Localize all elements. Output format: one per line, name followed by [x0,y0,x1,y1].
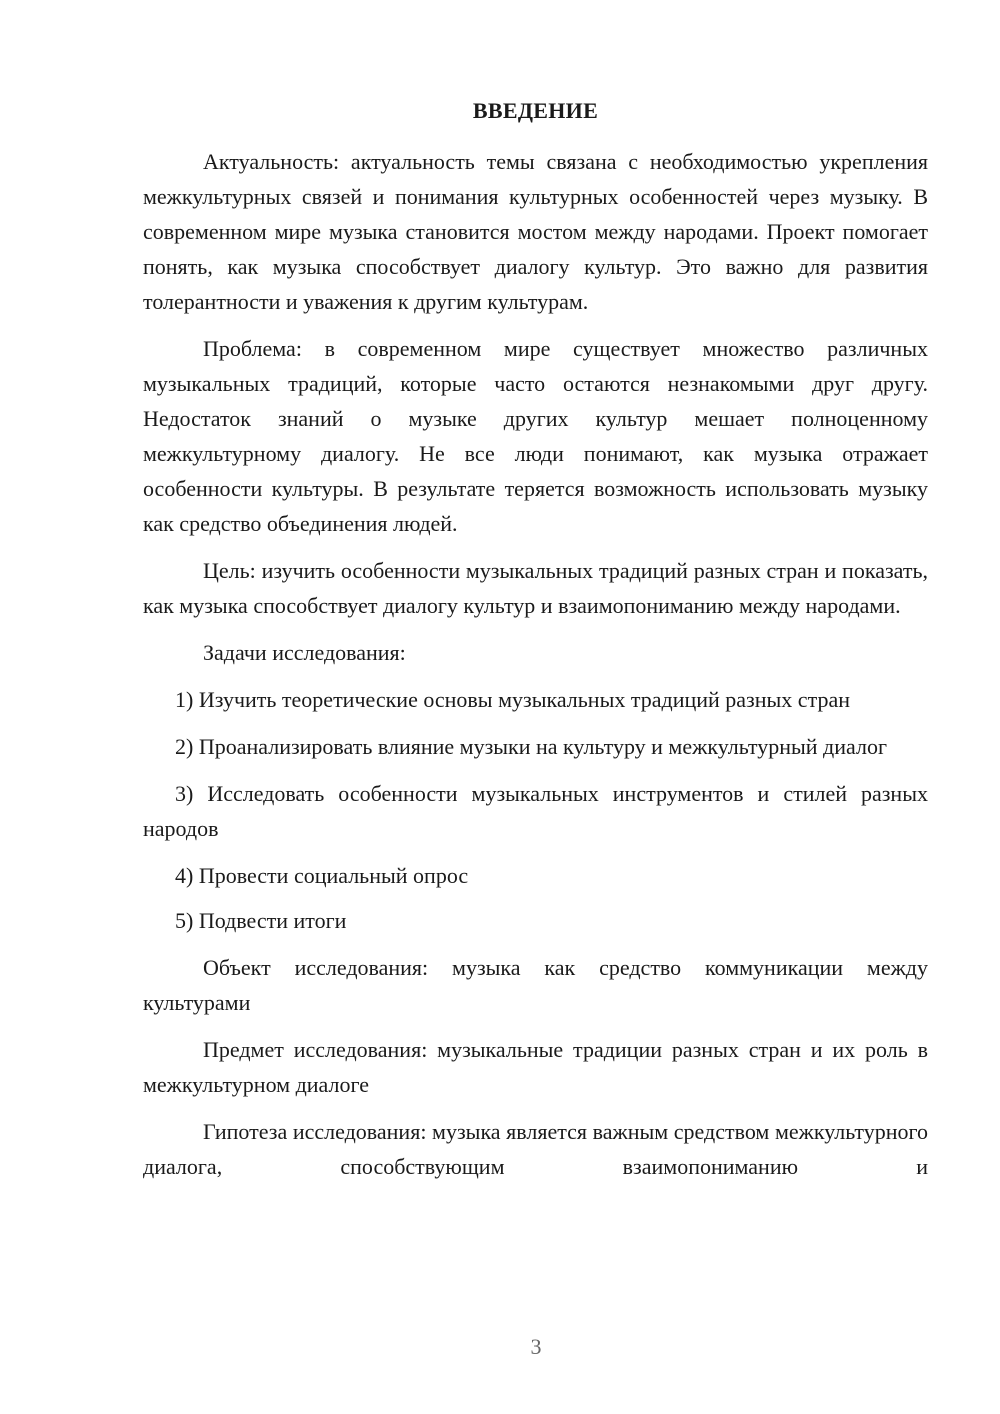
paragraph-object: Объект исследования: музыка как средство коммуникации между культурами [143,955,928,1015]
task-item-3: 3) Исследовать особенности музыкальных инструментов и стилей разных народов [143,781,928,841]
paragraph-tasks-heading: Задачи исследования: [203,640,406,665]
section-title: ВВЕДЕНИЕ [472,98,599,123]
paragraph-relevance: Актуальность: актуальность темы связана с необходимостью укрепления межкультурных связей и понимания культурных особенностей через музыку. В современном мире музыка становится мостом между народами. Проект помогает понять, как музыка способствует диалогу культур. Это важно для развития толерантности и уважения к другим культурам. [143,149,928,314]
paragraph-goal: Цель: изучить особенности музыкальных традиций разных стран и показать, как музыка способствует диалогу культур и взаимопониманию между народами. [143,558,928,618]
task-item-5: 5) Подвести итоги [175,908,347,933]
task-item-1: 1) Изучить теоретические основы музыкальных традиций разных стран [175,687,850,712]
task-item-2: 2) Проанализировать влияние музыки на культуру и межкультурный диалог [175,734,887,759]
task-item-4: 4) Провести социальный опрос [175,863,469,888]
page-number: 3 [530,1334,542,1359]
page-content [143,96,928,1196]
paragraph-problem: Проблема: в современном мире существует множество различных музыкальных традиций, которые часто остаются незнакомыми друг другу. Недостаток знаний о музыке других культур мешает полноценному межкультурному диалогу. Не все люди понимают, как музыка отражает особенности культуры. В результате теряется возможность использовать музыку как средство объединения людей. [143,336,928,536]
paragraph-hypothesis: Гипотеза исследования: музыка является важным средством межкультурного диалога, способствующим взаимопониманию и [143,1119,928,1179]
paragraph-subject: Предмет исследования: музыкальные традиции разных стран и их роль в межкультурном диалоге [143,1037,928,1097]
